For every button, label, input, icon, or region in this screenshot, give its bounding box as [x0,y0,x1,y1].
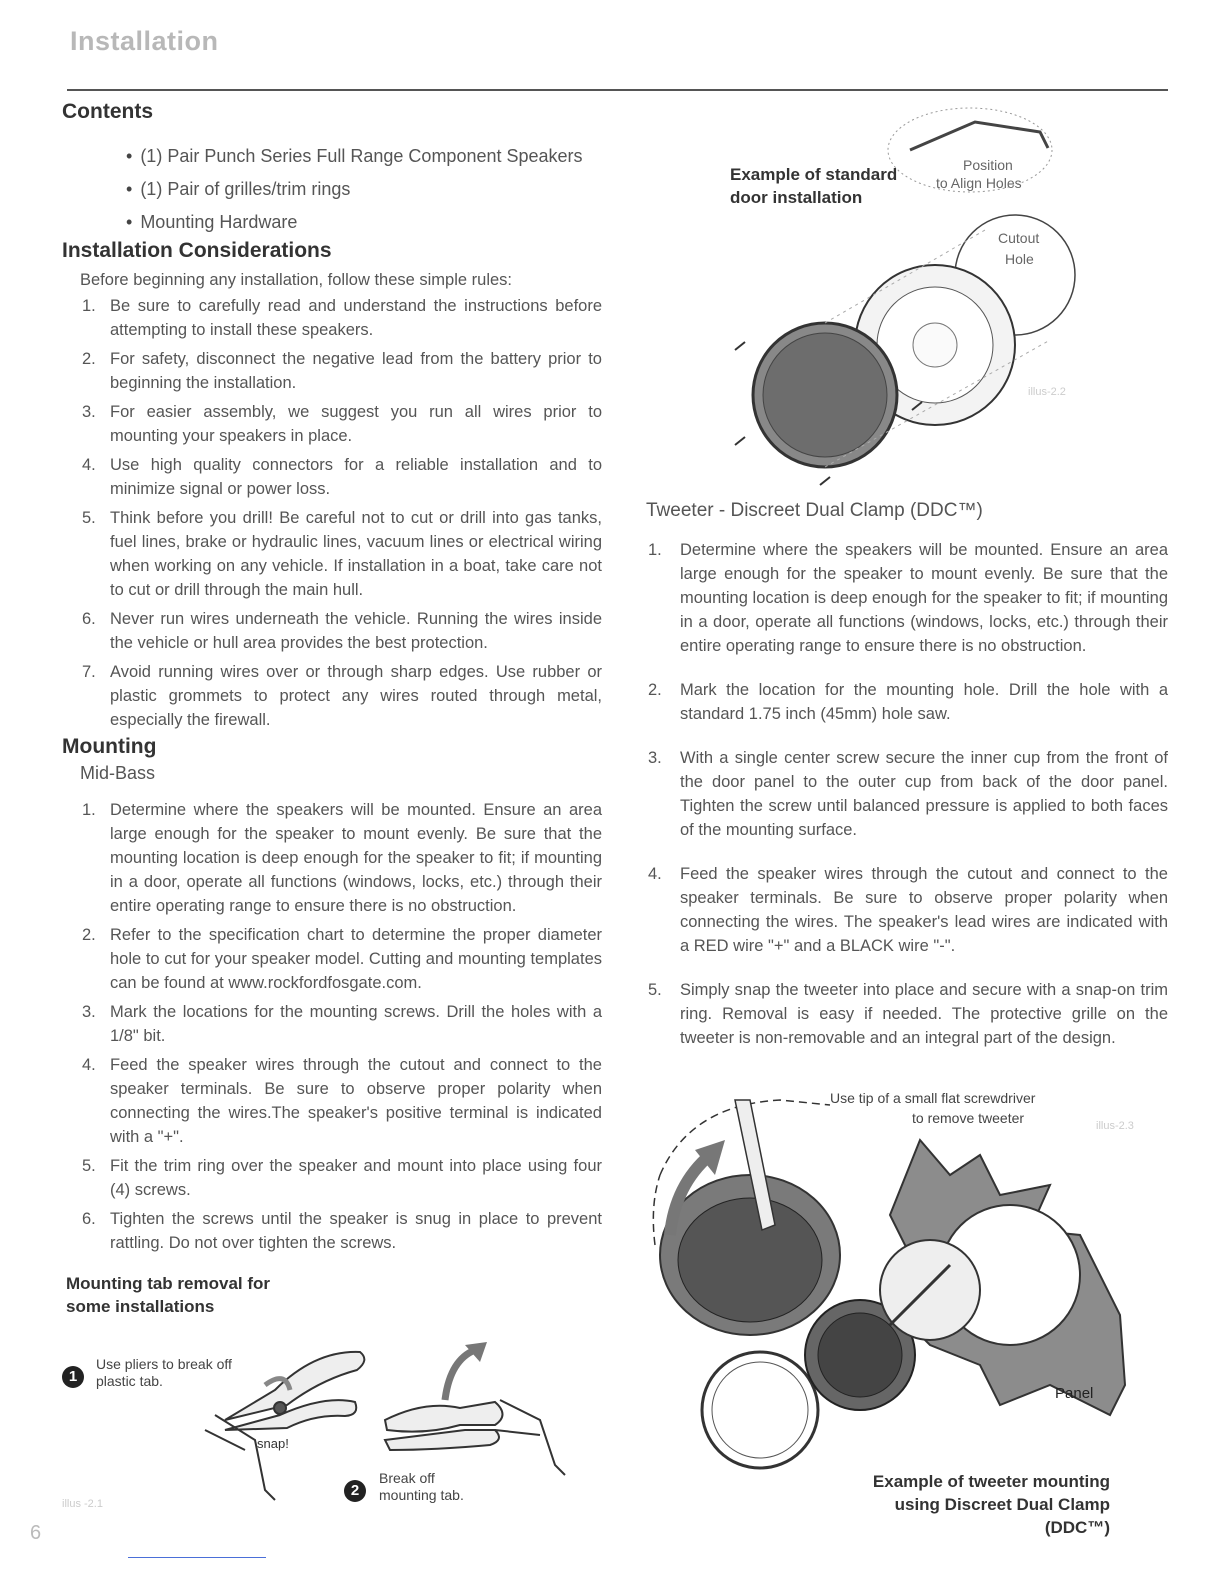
step-text: Mark the location for the mounting hole. Drill the hole with a standard 1.75 inch (45mm) hole saw. [680,681,1168,723]
contents-list [62,140,602,239]
tweeter-steps [646,538,1168,1050]
list-item [62,294,602,342]
caption-line: using Discreet Dual Clamp (DDC™) [894,1495,1110,1537]
panel-label: Panel [1055,1385,1094,1402]
step-text: Tighten the screws until the speaker is snug in place to prevent rattling. Do not over tighten the screws. [110,1210,602,1252]
step-text: Feed the speaker wires through the cutout and connect to the speaker terminals. Be sure to observe proper polarity when connecting the wires. The speaker's lead wires are indicated with a RED wire "+" and a BLACK wire "-". [680,865,1168,955]
caption-line: door installation [730,188,863,207]
step-text: Never run wires underneath the vehicle. Running the wires inside the vehicle or hull area provides the best protection. [110,610,602,652]
list-item [646,746,1168,842]
list-item [62,506,602,602]
page-title: Installation [70,26,219,56]
step-text: With a single center screw secure the inner cup from the front of the door panel to the outer cup from back of the door panel. Tighten the screw until balanced pressure is applied to both faces of the mounting surface. [680,749,1168,839]
list-item [62,798,602,918]
step-number: 1. [648,541,662,559]
illus-label: illus-2.3 [1096,1120,1134,1132]
list-item: • Mounting Hardware [126,206,602,239]
step-number: 3. [648,749,662,767]
hole-label: Hole [1005,251,1034,267]
tweeter-mounting-illustration [650,1085,1150,1475]
mounting-heading: Mounting [62,735,157,758]
step-text: For easier assembly, we suggest you run all wires prior to mounting your speakers in place. [110,403,602,445]
break-tab-instruction [379,1470,464,1504]
align-label: to Align Holes [936,175,1022,191]
screwdriver-label: Use tip of a small flat screwdriver [830,1090,1036,1106]
step-number: 1. [82,297,96,315]
step-text: Determine where the speakers will be mounted. Ensure an area large enough for the speaker to mount evenly. Be sure that the mounting location is deep enough for the speaker to fit; if mounting in a door, operate all functions (windows, locks, etc.) through their entire operating range to ensure there is no obstruction. [680,541,1168,655]
list-item [62,660,602,732]
header-rule [67,89,1168,91]
list-item [62,607,602,655]
tweeter-grille [678,1198,822,1322]
position-label: Position [963,157,1013,173]
list-item [62,923,602,995]
door-installation-illustration [720,100,1110,490]
caption-line: some installations [66,1297,215,1316]
speaker-dome [913,323,957,367]
step-number: 3. [82,403,96,421]
curved-arrow-icon [445,1350,475,1400]
midbass-subheading: Mid-Bass [80,763,156,783]
caption-line: Mounting tab removal for [66,1274,270,1293]
grille-mesh [763,333,887,457]
step-number: 3. [82,1003,96,1021]
list-item: • (1) Pair of grilles/trim rings [126,173,602,206]
list-item [62,1154,602,1202]
screwdriver-label-2: to remove tweeter [912,1110,1025,1126]
screw [820,477,830,485]
step-text: Think before you drill! Be careful not to cut or drill into gas tanks, fuel lines, brake or hydraulic lines, vacuum lines or electrical wiring when working on any vehicle. If installation in a boat, take care not to cut or drill through the main hull. [110,509,602,599]
step-number: 7. [82,663,96,681]
caption-line: Break off [379,1470,435,1486]
step-number: 4. [82,456,96,474]
left-column [62,96,602,1260]
step-number: 2. [648,681,662,699]
contents-heading: Contents [62,100,153,123]
step-number: 1. [82,801,96,819]
list-item [62,400,602,448]
pliers-right [385,1400,565,1475]
considerations-intro: Before beginning any installation, follow these simple rules: [80,271,512,289]
door-bracket [910,122,1048,150]
step-text: Simply snap the tweeter into place and secure with a snap-on trim ring. Removal is easy if needed. The protective grille on the tweeter is non-removable and an integral part of the design. [680,981,1168,1047]
step-number: 2. [82,926,96,944]
step-number: 5. [648,981,662,999]
list-item [646,862,1168,958]
tweeter-cup-mesh [818,1313,902,1397]
considerations-steps [62,294,602,732]
tweeter-subheading: Tweeter - Discreet Dual Clamp (DDC™) [646,500,983,521]
illus-label: illus -2.1 [62,1498,103,1510]
step-text: Use high quality connectors for a reliable installation and to minimize signal or power loss. [110,456,602,498]
screw [735,342,745,350]
illus-label: illus-2.2 [1028,386,1066,398]
list-item [646,538,1168,658]
step-number: 6. [82,610,96,628]
caption-line: Use pliers to break off [96,1356,232,1372]
step-text: Refer to the specification chart to determine the proper diameter hole to cut for your speaker model. Cutting and mounting templates can be found at www.rockfordfosgate.com. [110,926,602,992]
step-number: 5. [82,509,96,527]
rear-cup [880,1240,980,1340]
midbass-steps [62,798,602,1255]
step-text: Mark the locations for the mounting screws. Drill the holes with a 1/8" bit. [110,1003,602,1045]
caption-line: Example of tweeter mounting [872,1472,1110,1491]
list-item [62,1000,602,1048]
caption-line: Example of standard [730,165,898,184]
guide-dashes [653,1175,660,1245]
list-item [62,347,602,395]
list-item [62,1207,602,1255]
caption-line: plastic tab. [96,1373,163,1389]
step-text: For safety, disconnect the negative lead from the battery prior to beginning the installation. [110,350,602,392]
screw [735,437,745,445]
step-text: Be sure to carefully read and understand the instructions before attempting to install these speakers. [110,297,602,339]
step-one-badge: 1 [62,1366,84,1388]
list-item [62,1053,602,1149]
snap-label: snap! [257,1436,289,1451]
page-number: 6 [30,1522,42,1544]
considerations-heading: Installation Considerations [62,239,332,262]
trim-ring [702,1352,818,1468]
caption-line: mounting tab. [379,1487,464,1503]
step-number: 6. [82,1210,96,1228]
tweeter-caption [870,1470,1110,1539]
step-text: Determine where the speakers will be mounted. Ensure an area large enough for the speaker to mount evenly. Be sure that the mounting location is deep enough for the speaker to fit; if mounting in a door, operate all functions (windows, locks, etc.) through their entire operating range to ensure there is no obstruction. [110,801,602,915]
right-column [646,500,1168,1070]
step-number: 4. [82,1056,96,1074]
list-item: • (1) Pair Punch Series Full Range Component Speakers [126,140,602,173]
footer-link-underline [128,1557,266,1558]
step-text: Feed the speaker wires through the cutout and connect to the speaker terminals. Be sure to observe proper polarity when connecting the wires.The speaker's positive terminal is indicated with a "+". [110,1056,602,1146]
step-number: 4. [648,865,662,883]
step-two-badge: 2 [344,1480,366,1502]
step-number: 2. [82,350,96,368]
step-text: Fit the trim ring over the speaker and mount into place using four (4) screws. [110,1157,602,1199]
pliers-left [205,1352,364,1500]
cutout-label: Cutout [998,230,1040,246]
list-item [62,453,602,501]
step-text: Avoid running wires over or through sharp edges. Use rubber or plastic grommets to protect any wires routed through metal, especially the firewall. [110,663,602,729]
list-item [646,678,1168,726]
list-item [646,978,1168,1050]
step-number: 5. [82,1157,96,1175]
